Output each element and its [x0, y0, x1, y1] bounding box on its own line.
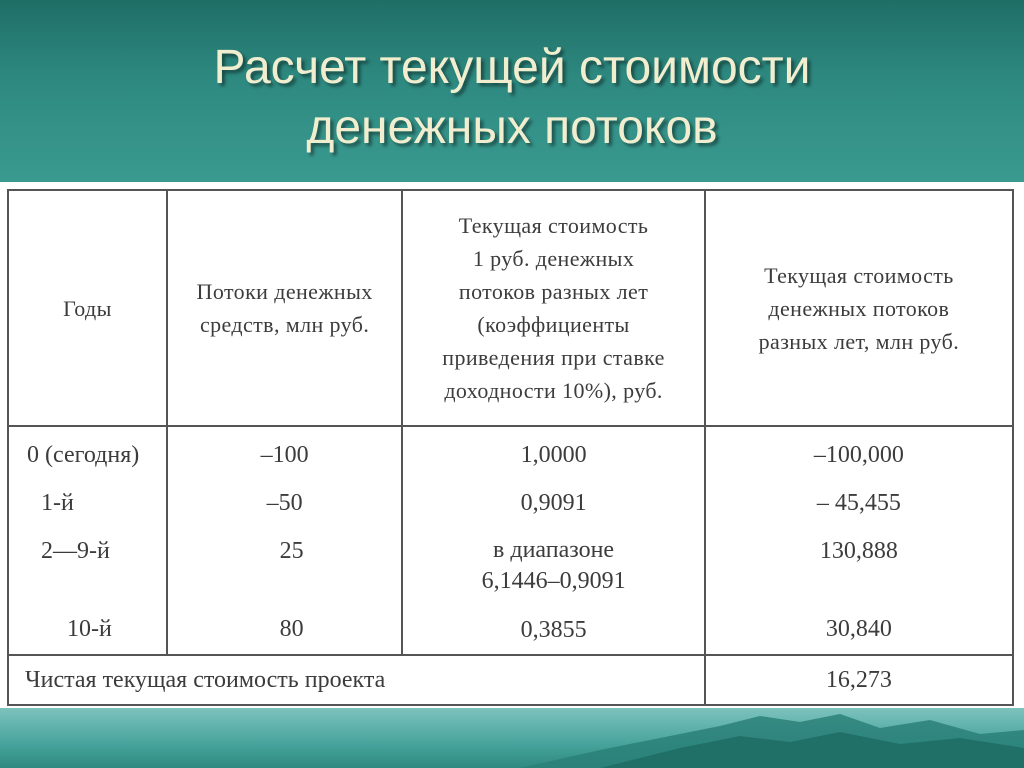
header-line: Годы [63, 295, 112, 321]
mountain-decoration [0, 708, 1024, 768]
factor-range-line-1: в диапазоне [493, 537, 615, 563]
header-present-value [705, 190, 1013, 426]
flow-cell: 80 [279, 616, 304, 642]
year-cell: 1-й [41, 490, 74, 516]
pv-cell: – 45,455 [816, 490, 901, 516]
header-line: Потоки денежных [196, 279, 373, 304]
header-row [8, 190, 1013, 426]
flow-cell: –50 [266, 490, 303, 516]
flow-cell: –100 [260, 442, 309, 468]
pv-cell: 130,888 [819, 538, 898, 564]
header-line: Текущая стоимость [458, 213, 649, 238]
discount-factor-column [402, 426, 704, 655]
year-cell: 2—9-й [41, 538, 110, 564]
factor-cell: 0,9091 [520, 490, 587, 516]
pv-cell: 30,840 [825, 616, 892, 642]
factor-range-line-2: 6,1446–0,9091 [481, 568, 626, 594]
header-line: приведения при ставке [442, 345, 665, 370]
slide-title [0, 38, 1024, 158]
header-years [8, 190, 167, 426]
total-label: Чистая текущая стоимость проекта [8, 655, 705, 705]
header-line: (коэффициенты [477, 312, 630, 337]
total-row [8, 655, 1013, 705]
header-discount-factor [402, 190, 704, 426]
header-line: денежных потоков [768, 295, 950, 321]
slide-footer [0, 708, 1024, 768]
pv-cell: –100,000 [813, 442, 904, 468]
year-cell: 10-й [67, 616, 112, 642]
factor-range-cell [403, 527, 703, 606]
factor-cell: 0,3855 [520, 617, 587, 643]
years-column [8, 426, 167, 655]
cash-flow-table [7, 189, 1014, 706]
header-line: доходности 10%), руб. [444, 378, 663, 403]
cash-flows-column [167, 426, 402, 655]
header-line: потоков разных лет [458, 279, 649, 304]
flow-cell: 25 [279, 538, 304, 564]
header-line: 1 руб. денежных [472, 246, 635, 271]
year-cell: 0 (сегодня) [27, 442, 140, 468]
header-line: средств, млн руб. [199, 312, 370, 337]
total-value: 16,273 [705, 655, 1013, 705]
body-row [8, 426, 1013, 655]
header-line: Текущая стоимость [764, 262, 954, 288]
header-cash-flows [167, 190, 402, 426]
slide-title-line-1: Расчет текущей стоимости [213, 41, 811, 94]
slide-title-line-2: денежных потоков [306, 101, 718, 154]
present-value-column [705, 426, 1013, 655]
header-line: разных лет, млн руб. [758, 328, 960, 354]
factor-cell: 1,0000 [520, 442, 587, 468]
